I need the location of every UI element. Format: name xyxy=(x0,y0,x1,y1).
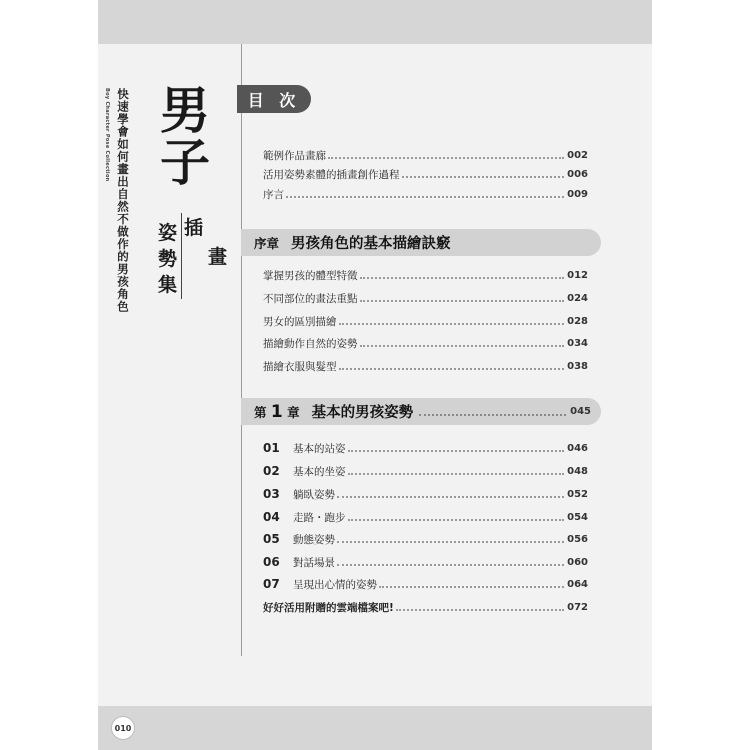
toc-entry-page: 034 xyxy=(567,337,588,349)
toc-entry-page: 028 xyxy=(567,315,588,327)
toc-entry-number: 04 xyxy=(263,510,280,524)
chapter-number: 1 xyxy=(270,401,283,422)
dot-leader xyxy=(337,541,564,543)
section-tag: 序章 xyxy=(254,235,280,251)
toc-entry[interactable] xyxy=(263,290,588,306)
toc-heading: 目 次 xyxy=(237,85,311,113)
dot-leader xyxy=(337,564,564,566)
section-title: 基本的男孩姿勢 xyxy=(311,405,414,421)
section-chapter-1[interactable] xyxy=(241,398,601,425)
toc-entry-label: 掌握男孩的體型特徵 xyxy=(263,269,358,282)
toc-entry-page: 006 xyxy=(567,168,588,180)
book-title-char-3: 插 xyxy=(184,217,204,239)
toc-entry-number: 02 xyxy=(263,464,280,478)
title-separator-line xyxy=(181,213,182,299)
dot-leader xyxy=(379,586,564,588)
dot-leader xyxy=(337,496,564,498)
dot-leader xyxy=(360,345,565,347)
toc-entry-page: 046 xyxy=(567,442,588,454)
toc-entry-label: 躺臥姿勢 xyxy=(293,488,335,501)
dot-leader xyxy=(360,300,565,302)
toc-entry[interactable] xyxy=(263,599,588,615)
toc-entry-number: 03 xyxy=(263,487,280,501)
chapter-suffix: 章 xyxy=(287,404,300,420)
dot-leader xyxy=(396,609,564,611)
book-subtitle: 快速學會如何畫出自然不做作的男孩角色 xyxy=(116,88,130,313)
toc-entry-label: 男女的區別描繪 xyxy=(263,315,337,328)
dot-leader xyxy=(328,157,564,159)
toc-entry-label: 動態姿勢 xyxy=(293,533,335,546)
dot-leader xyxy=(402,176,565,178)
toc-entry[interactable] xyxy=(263,554,588,570)
section-prologue[interactable] xyxy=(241,229,601,256)
dot-leader xyxy=(339,368,565,370)
book-title-char-1: 男 xyxy=(160,82,210,140)
book-subtitle-english: Boy Character Pose Collection xyxy=(104,88,110,182)
toc-entry-page: 048 xyxy=(567,465,588,477)
book-title-char-2: 子 xyxy=(160,134,210,192)
toc-entry-label: 描繪動作自然的姿勢 xyxy=(263,337,358,350)
toc-entry-number: 06 xyxy=(263,555,280,569)
toc-entry-label: 基本的站姿 xyxy=(293,442,346,455)
toc-entry[interactable] xyxy=(263,486,588,502)
vertical-divider xyxy=(241,44,242,656)
toc-entry[interactable] xyxy=(263,576,588,592)
book-title-char-4: 畫 xyxy=(208,246,228,268)
page-bottom-band xyxy=(98,706,652,750)
toc-entry-page: 060 xyxy=(567,556,588,568)
toc-entry-label: 對話場景 xyxy=(293,556,335,569)
toc-entry[interactable] xyxy=(263,358,588,374)
dot-leader xyxy=(339,323,565,325)
toc-entry-page: 052 xyxy=(567,488,588,500)
toc-entry[interactable] xyxy=(263,440,588,456)
toc-entry-label: 描繪衣服與髮型 xyxy=(263,360,337,373)
toc-entry[interactable] xyxy=(263,531,588,547)
toc-entry-page: 072 xyxy=(567,601,588,613)
toc-entry[interactable] xyxy=(263,509,588,525)
toc-entry-page: 009 xyxy=(567,188,588,200)
toc-entry-number: 07 xyxy=(263,577,280,591)
toc-entry-page: 038 xyxy=(567,360,588,372)
section-title: 男孩角色的基本描繪訣竅 xyxy=(291,236,451,252)
dot-leader xyxy=(360,277,565,279)
toc-entry-label: 好好活用附贈的雲端檔案吧! xyxy=(263,601,394,614)
toc-entry-page: 056 xyxy=(567,533,588,545)
dot-leader xyxy=(419,414,566,416)
toc-entry[interactable] xyxy=(263,313,588,329)
toc-entry[interactable] xyxy=(263,186,588,202)
toc-entry-label: 範例作品畫廊 xyxy=(263,149,326,162)
toc-entry-label: 呈現出心情的姿勢 xyxy=(293,578,377,591)
toc-entry-label: 基本的坐姿 xyxy=(293,465,346,478)
book-title-char-5: 姿 xyxy=(158,222,178,244)
book-title-char-7: 集 xyxy=(158,274,178,296)
toc-entry-page: 012 xyxy=(567,269,588,281)
section-tag xyxy=(254,402,300,422)
page-top-band xyxy=(98,0,652,44)
toc-entry-number: 01 xyxy=(263,441,280,455)
toc-entry-label: 活用姿勢素體的插畫創作過程 xyxy=(263,168,400,181)
toc-entry-label: 序言 xyxy=(263,188,284,201)
dot-leader xyxy=(348,473,565,475)
toc-entry[interactable] xyxy=(263,166,588,182)
book-title-char-6: 勢 xyxy=(158,248,178,270)
chapter-prefix: 第 xyxy=(254,404,267,420)
toc-entry-label: 走路・跑步 xyxy=(293,511,346,524)
toc-entry[interactable] xyxy=(263,147,588,163)
toc-entry-page: 064 xyxy=(567,578,588,590)
dot-leader xyxy=(286,196,564,198)
section-page: 045 xyxy=(570,406,591,417)
dot-leader xyxy=(348,450,565,452)
dot-leader xyxy=(348,519,565,521)
toc-entry-label: 不同部位的畫法重點 xyxy=(263,292,358,305)
toc-entry-page: 024 xyxy=(567,292,588,304)
toc-entry[interactable] xyxy=(263,267,588,283)
page-number: 010 xyxy=(111,716,135,740)
toc-entry-number: 05 xyxy=(263,532,280,546)
toc-entry[interactable] xyxy=(263,463,588,479)
toc-entry-page: 002 xyxy=(567,149,588,161)
toc-entry-page: 054 xyxy=(567,511,588,523)
toc-entry[interactable] xyxy=(263,335,588,351)
